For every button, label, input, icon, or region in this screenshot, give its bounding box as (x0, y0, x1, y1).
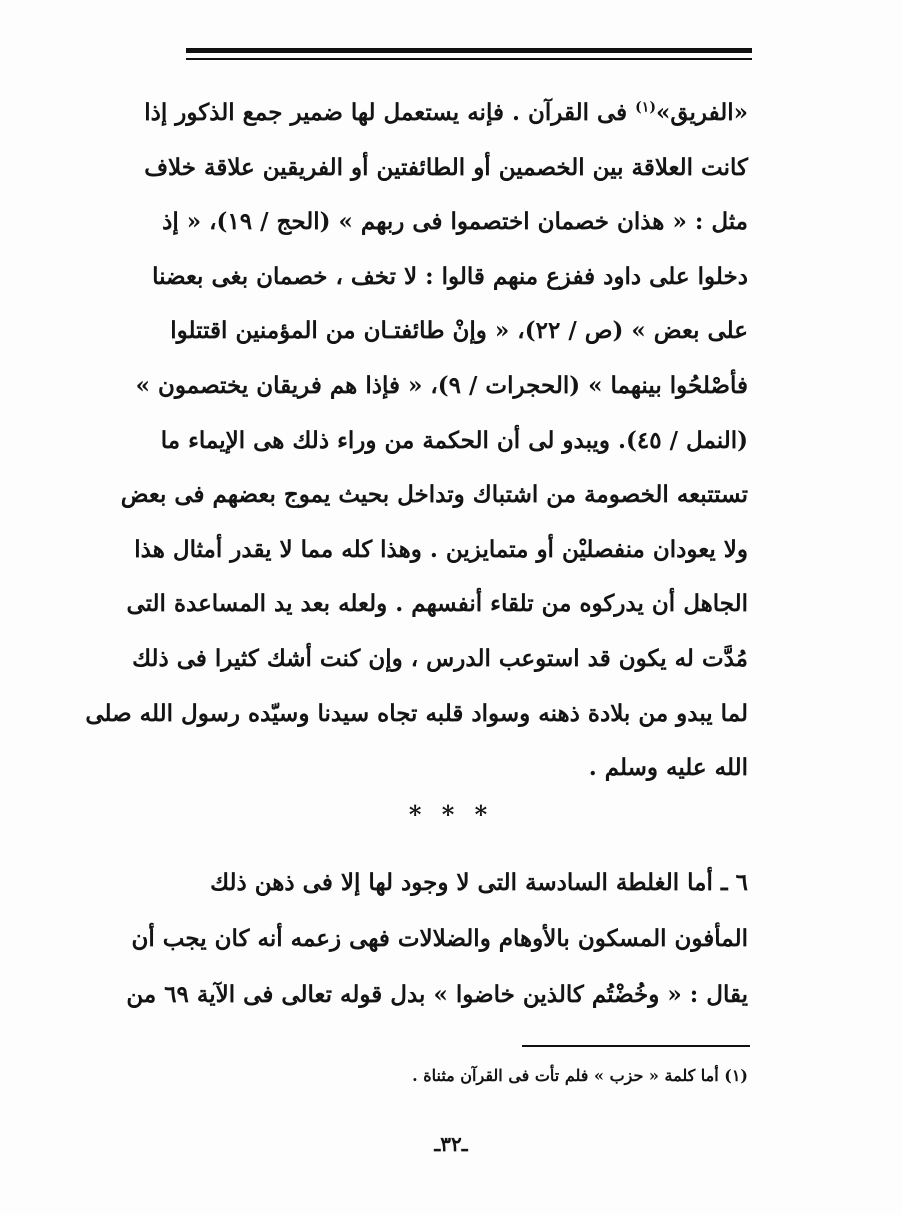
header-rule-thin (186, 58, 752, 60)
text-line: لما يبدو من بلادة ذهنه وسواد قلبه تجاه سيدنا وسيّده رسول الله صلى (85, 699, 748, 727)
text-line: كانت العلاقة بين الخصمين أو الطائفتين أو الفريقين علاقة خلاف (144, 153, 748, 181)
text-line: فأصْلحُوا بينهما » (الحجرات / ٩)، « فإذا هم فريقان يختصمون » (135, 371, 748, 399)
footnote: (١) أما كلمة « حزب » فلم تأت فى القرآن مثناة . (412, 1066, 748, 1085)
section-separator: * * * (408, 800, 494, 829)
text-line: (النمل / ٤٥). ويبدو لى أن الحكمة من وراء ذلك هى الإيماء ما (160, 426, 748, 454)
text-line (144, 86, 748, 141)
text-line: المأفون المسكون بالأوهام والضلالات فهى زعمه أنه كان يجب أن (131, 925, 748, 952)
page-number: ـ٣٢ـ (434, 1132, 468, 1156)
footnote-rule (522, 1045, 750, 1047)
text-line: ولا يعودان منفصليْن أو متمايزين . وهذا كله مما لا يقدر أمثال هذا (134, 535, 748, 563)
header-rule-thick (186, 48, 752, 53)
text-line: على بعض » (ص / ٢٢)، « وإنْ طائفتـان من المؤمنين اقتتلوا (170, 317, 748, 345)
text-line: دخلوا على داود ففزع منهم قالوا : لا تخف ، خصمان بغى بعضنا (152, 262, 748, 290)
text-line: مُدَّت له يكون قد استوعب الدرس ، وإن كنت أشك كثيرا فى ذلك (132, 644, 748, 672)
text-line: يقال : « وخُضْتُم كالذين خاضوا » بدل قوله تعالى فى الآية ٦٩ من (126, 981, 748, 1008)
text-line: ٦ ـ أما الغلطة السادسة التى لا وجود لها إلا فى ذهن ذلك (210, 869, 748, 896)
text-line: الله عليه وسلم . (588, 754, 748, 782)
text-line-start: «الفريق» (655, 99, 748, 126)
text-line: تستتبعه الخصومة من اشتباك وتداخل بحيث يموج بعضهم فى بعض (120, 481, 748, 509)
text-line-rest: فى القرآن . فإنه يستعمل لها ضمير جمع الذكور إذا (144, 99, 636, 126)
footnote-marker: (١) (635, 99, 656, 116)
text-line: الجاهل أن يدركوه من تلقاء أنفسهم . ولعله بعد يد المساعدة التى (126, 590, 748, 618)
main-paragraph (85, 86, 748, 796)
text-line: مثل : « هذان خصمان اختصموا فى ربهم » (الحج / ١٩)، « إذ (162, 208, 748, 236)
section-six-paragraph (126, 855, 748, 1023)
